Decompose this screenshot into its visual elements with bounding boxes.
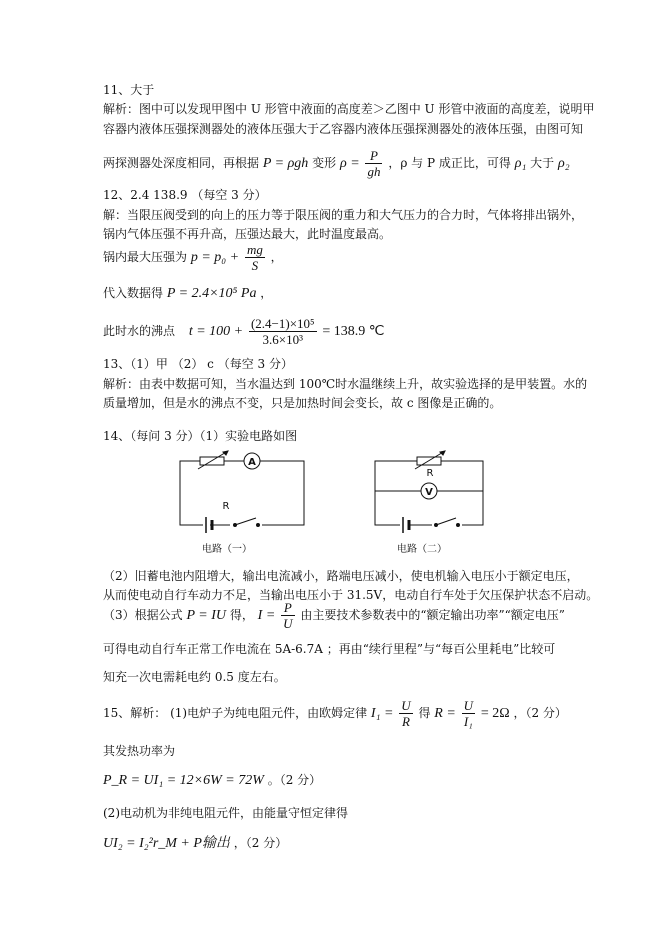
circuit-one-r-label: R	[222, 501, 230, 512]
q11-line3-d: 大于	[530, 156, 555, 170]
q13-line1: 解析：由表中数据可知，当水温达到 100℃时水温继续上升，故实验选择的是甲装置。水的	[103, 377, 588, 391]
circuit-one-caption: 电路（一）	[202, 544, 252, 555]
circuit-two-r-label: R	[426, 468, 434, 479]
q15-fraction-u-r: $\frac{U}{R}$	[401, 698, 411, 729]
q11-line3-b: 变形	[312, 156, 337, 170]
q12-formula-pmax: p = p₀ +	[190, 250, 240, 265]
q12-line5: 此时水的沸点 t = 100 + $\frac{\text{(2.4−1)×10⁵}}{\text{3.6×10³}}$ = 138.9 ℃	[103, 316, 385, 347]
q12-line4: 代入数据得 P = 2.4×10⁵ Pa ，	[103, 286, 273, 301]
q11-line2: 容器内液体压强探测器处的液体压强大于乙容器内液体压强探测器处的液体压强，由图可知	[103, 122, 584, 136]
q14-p2-line2: 从而使电动自行车动力不足，当输出电压小于 31.5V，电动自行车处于欠压保护状态不启动。	[103, 588, 599, 602]
q14-p3-line3: 知充一次电需耗电约 0.5 度左右。	[103, 670, 286, 684]
q14-p3-line1: （3）根据公式 P = IU 得， I = $\frac{P}{U}$ 由主要技术参数表中的“额定输出功率”“额定电压”	[103, 600, 565, 631]
q13-line2: 质量增加，但是水的沸点不变，只是加热时间会变长，故 c 图像是正确的。	[103, 396, 502, 410]
circuit-two-voltmeter-label: V	[425, 487, 433, 498]
q14-p2-line1: （2）旧蓄电池内阻增大，输出电流减小，路端电压减小，使电机输入电压小于额定电压，	[103, 569, 579, 583]
q12-line3: 锅内最大压强为 p = p₀ + $\frac{mg}{S}$ ，	[103, 242, 283, 273]
circuit-diagrams	[170, 445, 490, 560]
q11-fraction: $\frac{P}{gh}$	[367, 148, 381, 179]
circuit-two-caption: 电路（二）	[397, 544, 447, 555]
q15-line5: UI₂ = I₂²r_M + P输出 ，（2 分）	[103, 836, 288, 851]
circuit-one	[180, 451, 304, 533]
q11-line3-a: 两探测器处深度相同，再根据	[103, 156, 260, 170]
q15-line4: (2)电动机为非纯电阻元件，由能量守恒定律得	[103, 806, 348, 820]
q14-fraction-p-u: $\frac{P}{U}$	[283, 600, 293, 631]
q15-formula-energy: UI₂ = I₂²r_M + P输出	[103, 836, 230, 851]
q11-rho2: ρ₂	[557, 156, 570, 171]
q14-formula-p-iu: P = IU	[186, 608, 226, 623]
q15-line2: 其发热功率为	[103, 744, 176, 758]
q12-title: 12、2.4 138.9 （每空 3 分）	[103, 188, 267, 202]
q12-formula-p: P = 2.4×10⁵ Pa	[166, 286, 257, 301]
q11-formula1: P = ρgh	[262, 156, 309, 171]
q13-title: 13、（1）甲 （2） c （每空 3 分）	[103, 357, 293, 371]
q11-line3: 两探测器处深度相同，再根据 P = ρgh 变形 ρ = $\frac{P}{gh}$ ，ρ 与 P 成正比，可得 ρ₁ 大于 ρ₂	[103, 148, 570, 179]
q14-title: 14、（每问 3 分）（1）实验电路如图	[103, 429, 298, 443]
q12-line1: 解：当限压阀受到的向上的压力等于限压阀的重力和大气压力的合力时，气体将排出锅外，	[103, 208, 584, 222]
q15-formula-pr: P_R = UI₁ = 12×6W = 72W	[103, 773, 264, 788]
q12-line2: 锅内气体压强不再升高，压强达最大，此时温度最高。	[103, 227, 392, 241]
q15-line1: 15、解析： (1)电炉子为纯电阻元件，由欧姆定律 I₁ = $\frac{U}{R}$ 得 R = $\frac{U}{\text{I₁}}$ = 2Ω ，（2 分）	[103, 698, 567, 729]
q12-fraction-mg-s: $\frac{mg}{S}$	[246, 242, 263, 273]
q14-p3-line2: 可得电动自行车正常工作电流在 5A-6.7A ；再由“续行里程”与“每百公里耗电”比较可	[103, 642, 556, 656]
q11-rho1: ρ₁	[514, 156, 527, 171]
q12-fraction-t: $\frac{\text{(2.4−1)×10⁵}}{\text{3.6×10³}}$	[250, 316, 315, 347]
q11-line3-c: ，ρ 与 P 成正比，可得	[388, 156, 511, 170]
q15-line3: P_R = UI₁ = 12×6W = 72W 。（2 分）	[103, 773, 322, 788]
q15-fraction-u-i1: $\frac{U}{\text{I₁}}$	[463, 698, 474, 729]
q12-formula-t: t = 100 +	[188, 324, 244, 339]
q11-title: 11、大于	[103, 83, 155, 97]
circuit-one-ammeter-label: A	[248, 457, 256, 468]
q11-line1: 解析：图中可以发现甲图中 U 形管中液面的高度差＞乙图中 U 形管中液面的高度差，说明甲	[103, 102, 595, 116]
